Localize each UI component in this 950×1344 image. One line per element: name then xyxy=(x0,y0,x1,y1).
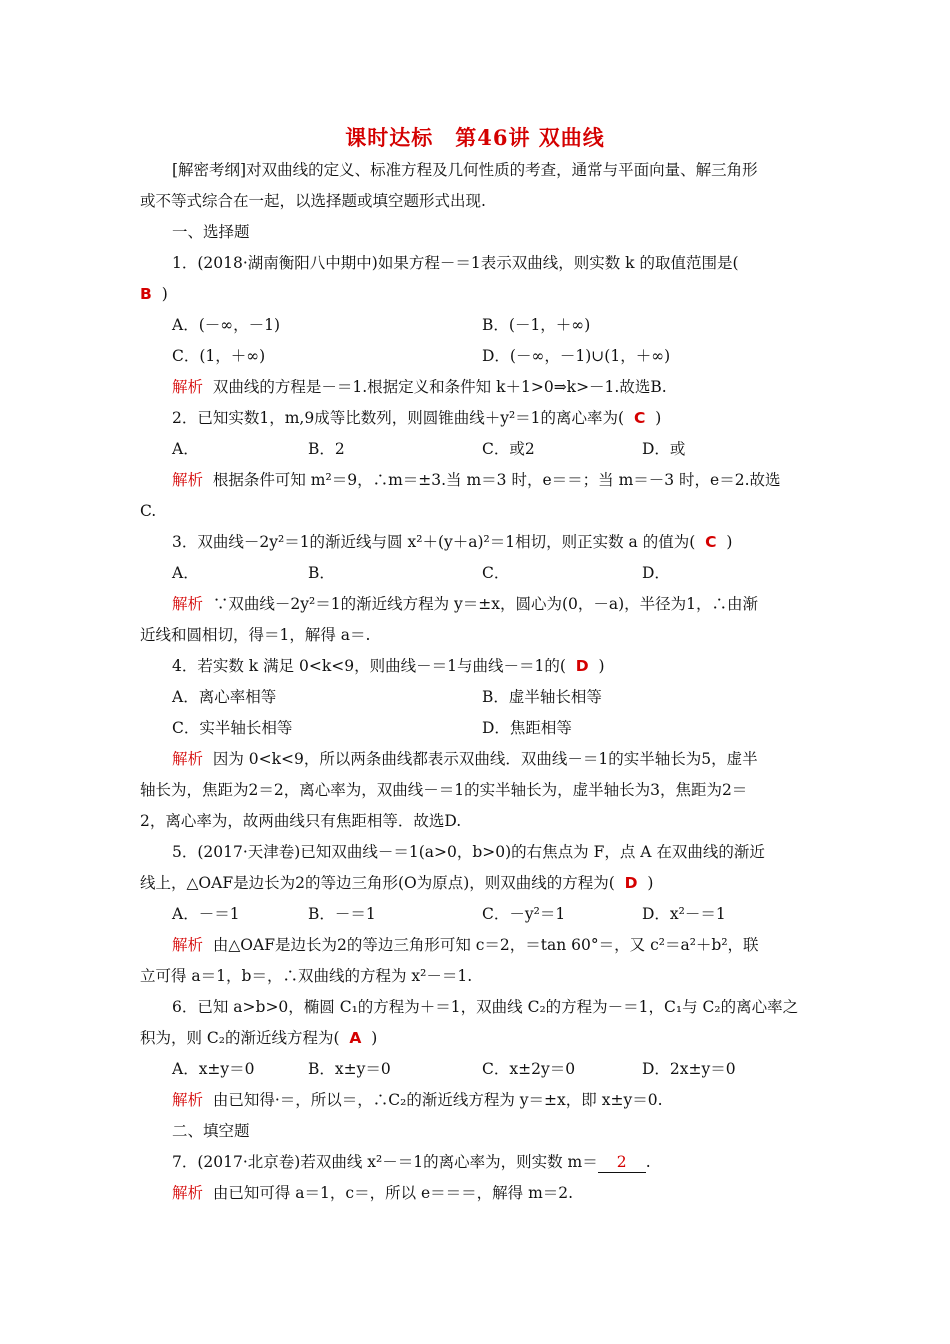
question-5-close: ) xyxy=(647,874,654,892)
question-7-end: . xyxy=(645,1153,651,1171)
question-5-answer: D xyxy=(624,874,638,892)
solution-2-cont: C. xyxy=(140,502,157,520)
solution-1 xyxy=(172,377,667,397)
q3-option-c: C． xyxy=(482,564,510,582)
page-title: 课时达标 第46讲 双曲线 xyxy=(345,125,605,150)
question-4 xyxy=(172,656,605,676)
q1-option-b: B．(－1，＋∞) xyxy=(482,316,591,334)
question-3-answer: C xyxy=(705,533,717,551)
question-6-close: ) xyxy=(371,1029,378,1047)
solution-4 xyxy=(172,749,758,769)
solution-1-text: 双曲线的方程是－＝1.根据定义和条件知 k＋1>0⇒k>－1.故选B. xyxy=(212,378,667,396)
solution-3-text: ∵双曲线－2y²＝1的渐近线方程为 y＝±x，圆心为(0，－a)，半径为1，∴由渐 xyxy=(212,595,759,613)
solution-4-cont-2: 2，离心率为，故两曲线只有焦距相等．故选D. xyxy=(140,812,462,830)
question-6-text-2: 积为，则 C₂的渐近线方程为( xyxy=(140,1029,340,1047)
question-5-cont xyxy=(140,873,653,893)
solution-6-text: 由已知得·＝，所以＝，∴C₂的渐近线方程为 y＝±x，即 x±y＝0. xyxy=(212,1091,663,1109)
question-6: 6．已知 a>b>0，椭圆 C₁的方程为＋＝1，双曲线 C₂的方程为－＝1，C₁与 C₂的离心率之 xyxy=(172,998,799,1016)
section-heading-fill: 二、填空题 xyxy=(172,1122,250,1140)
q2-option-a: A． xyxy=(172,440,199,458)
solution-3-cont: 近线和圆相切，得＝1，解得 a＝. xyxy=(140,626,371,644)
q6-option-a: A．x±y＝0 xyxy=(172,1060,255,1078)
solution-3 xyxy=(172,594,758,614)
solution-7 xyxy=(172,1183,573,1203)
q6-option-d: D．2x±y＝0 xyxy=(642,1060,736,1078)
question-5: 5．(2017·天津卷)已知双曲线－＝1(a>0，b>0)的右焦点为 F，点 A 在双曲线的渐近 xyxy=(172,843,765,861)
solution-label: 解析 xyxy=(172,378,204,396)
solution-2 xyxy=(172,470,781,490)
question-4-close: ) xyxy=(598,657,605,675)
q6-option-c: C．x±2y＝0 xyxy=(482,1060,576,1078)
solution-label: 解析 xyxy=(172,936,204,954)
q4-option-b: B．虚半轴长相等 xyxy=(482,688,602,706)
syllabus-line-2: 或不等式综合在一起，以选择题或填空题形式出现. xyxy=(140,192,486,210)
q2-option-b: B．2 xyxy=(308,440,345,458)
question-4-text: 4．若实数 k 满足 0<k<9，则曲线－＝1与曲线－＝1的( xyxy=(172,657,566,675)
q2-option-d: D．或 xyxy=(642,440,686,458)
solution-4-cont-1: 轴长为，焦距为2＝2，离心率为，双曲线－＝1的实半轴长为，虚半轴长为3，焦距为2＝ xyxy=(140,781,748,799)
q1-option-c: C．(1，＋∞) xyxy=(172,347,266,365)
solution-label: 解析 xyxy=(172,1184,204,1202)
solution-2-text: 根据条件可知 m²＝9，∴m＝±3.当 m＝3 时，e＝＝；当 m＝－3 时，e＝2.故选 xyxy=(212,471,781,489)
question-3 xyxy=(172,532,732,552)
q5-option-d: D．x²－＝1 xyxy=(642,905,726,923)
question-6-cont xyxy=(140,1028,377,1048)
question-2-close: ) xyxy=(655,409,662,427)
question-7-text: 7．(2017·北京卷)若双曲线 x²－＝1的离心率为，则实数 m＝ xyxy=(172,1153,598,1171)
solution-5 xyxy=(172,935,759,955)
q4-option-c: C．实半轴长相等 xyxy=(172,719,293,737)
question-1-close: ) xyxy=(161,285,168,303)
question-7 xyxy=(172,1152,651,1173)
q2-option-c: C．或2 xyxy=(482,440,535,458)
question-2 xyxy=(172,408,661,428)
q5-option-a: A．－＝1 xyxy=(172,905,240,923)
solution-label: 解析 xyxy=(172,595,204,613)
solution-5-cont: 立可得 a＝1，b＝，∴双曲线的方程为 x²－＝1. xyxy=(140,967,473,985)
question-3-close: ) xyxy=(726,533,733,551)
q4-option-d: D．焦距相等 xyxy=(482,719,572,737)
question-2-text: 2．已知实数1，m,9成等比数列，则圆锥曲线＋y²＝1的离心率为( xyxy=(172,409,625,427)
q4-option-a: A．离心率相等 xyxy=(172,688,277,706)
solution-label: 解析 xyxy=(172,1091,204,1109)
solution-label: 解析 xyxy=(172,471,204,489)
solution-7-text: 由已知可得 a＝1，c＝，所以 e＝＝＝，解得 m＝2. xyxy=(212,1184,574,1202)
question-2-answer: C xyxy=(633,409,646,427)
question-6-answer: A xyxy=(349,1029,362,1047)
solution-5-text: 由△OAF是边长为2的等边三角形可知 c＝2，＝tan 60°＝，又 c²＝a²＋b²，联 xyxy=(212,936,759,954)
question-7-answer: 2 xyxy=(598,1152,646,1173)
solution-4-text: 因为 0<k<9，所以两条曲线都表示双曲线．双曲线－＝1的实半轴长为5，虚半 xyxy=(212,750,758,768)
question-1-answer: B xyxy=(140,285,152,303)
solution-label: 解析 xyxy=(172,750,204,768)
question-3-text: 3．双曲线－2y²＝1的渐近线与圆 x²＋(y＋a)²＝1相切，则正实数 a 的值为( xyxy=(172,533,696,551)
q3-option-b: B． xyxy=(308,564,335,582)
q3-option-a: A． xyxy=(172,564,199,582)
section-heading-choice: 一、选择题 xyxy=(172,223,250,241)
q5-option-b: B．－＝1 xyxy=(308,905,376,923)
q5-option-c: C．－y²＝1 xyxy=(482,905,566,923)
q1-option-d: D．(－∞，－1)∪(1，＋∞) xyxy=(482,347,671,365)
question-4-answer: D xyxy=(575,657,589,675)
question-5-text-2: 线上，△OAF是边长为2的等边三角形(O为原点)，则双曲线的方程为( xyxy=(140,874,615,892)
solution-6 xyxy=(172,1090,663,1110)
syllabus-line-1: [解密考纲]对双曲线的定义、标准方程及几何性质的考查，通常与平面向量、解三角形 xyxy=(172,161,758,179)
q3-option-d: D． xyxy=(642,564,670,582)
q1-option-a: A．(－∞，－1) xyxy=(172,316,281,334)
question-1-answer-line xyxy=(140,284,168,304)
q6-option-b: B．x±y＝0 xyxy=(308,1060,391,1078)
question-1: 1．(2018·湖南衡阳八中期中)如果方程－＝1表示双曲线，则实数 k 的取值范围是( xyxy=(172,254,739,272)
